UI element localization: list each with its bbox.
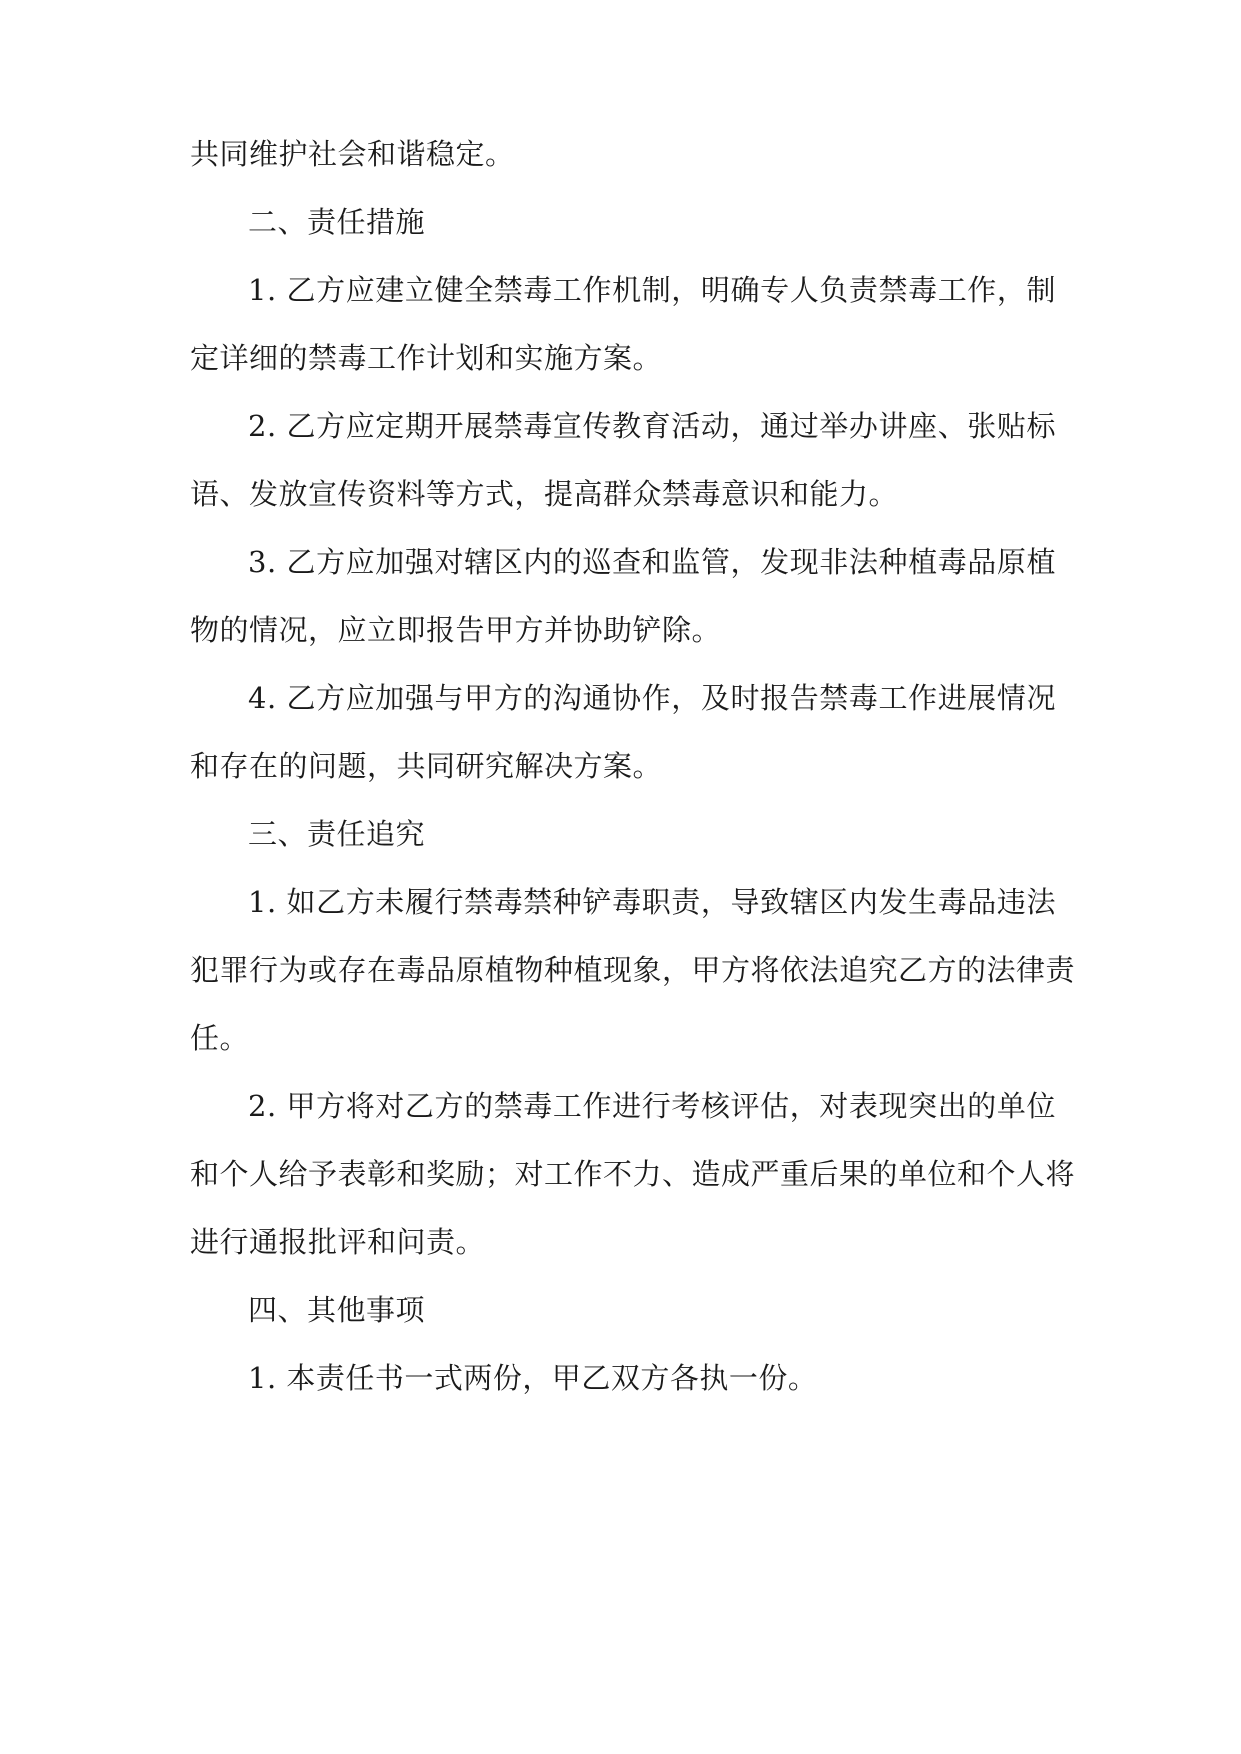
section-heading: 四、其他事项 (248, 1293, 426, 1327)
text-line: 1. 乙方应建立健全禁毒工作机制，明确专人负责禁毒工作，制 (248, 273, 1056, 307)
text-line: 2. 甲方将对乙方的禁毒工作进行考核评估，对表现突出的单位 (248, 1089, 1056, 1123)
text-line: 4. 乙方应加强与甲方的沟通协作，及时报告禁毒工作进展情况 (248, 681, 1056, 715)
text-line: 和存在的问题，共同研究解决方案。 (190, 749, 663, 783)
section-heading: 三、责任追究 (248, 817, 426, 851)
text-line: 3. 乙方应加强对辖区内的巡查和监管，发现非法种植毒品原植 (248, 545, 1056, 579)
text-line: 语、发放宣传资料等方式，提高群众禁毒意识和能力。 (190, 477, 899, 511)
text-line: 共同维护社会和谐稳定。 (190, 137, 515, 171)
text-line: 任。 (190, 1021, 250, 1055)
text-line: 1. 本责任书一式两份，甲乙双方各执一份。 (248, 1361, 818, 1395)
text-line: 进行通报批评和问责。 (190, 1225, 486, 1259)
text-line: 2. 乙方应定期开展禁毒宣传教育活动，通过举办讲座、张贴标 (248, 409, 1056, 443)
section-heading: 二、责任措施 (248, 205, 426, 239)
text-line: 和个人给予表彰和奖励；对工作不力、造成严重后果的单位和个人将 (190, 1157, 1076, 1191)
text-line: 定详细的禁毒工作计划和实施方案。 (190, 341, 663, 375)
text-line: 物的情况，应立即报告甲方并协助铲除。 (190, 613, 722, 647)
text-line: 犯罪行为或存在毒品原植物种植现象，甲方将依法追究乙方的法律责 (190, 953, 1076, 987)
text-line: 1. 如乙方未履行禁毒禁种铲毒职责，导致辖区内发生毒品违法 (248, 885, 1056, 919)
